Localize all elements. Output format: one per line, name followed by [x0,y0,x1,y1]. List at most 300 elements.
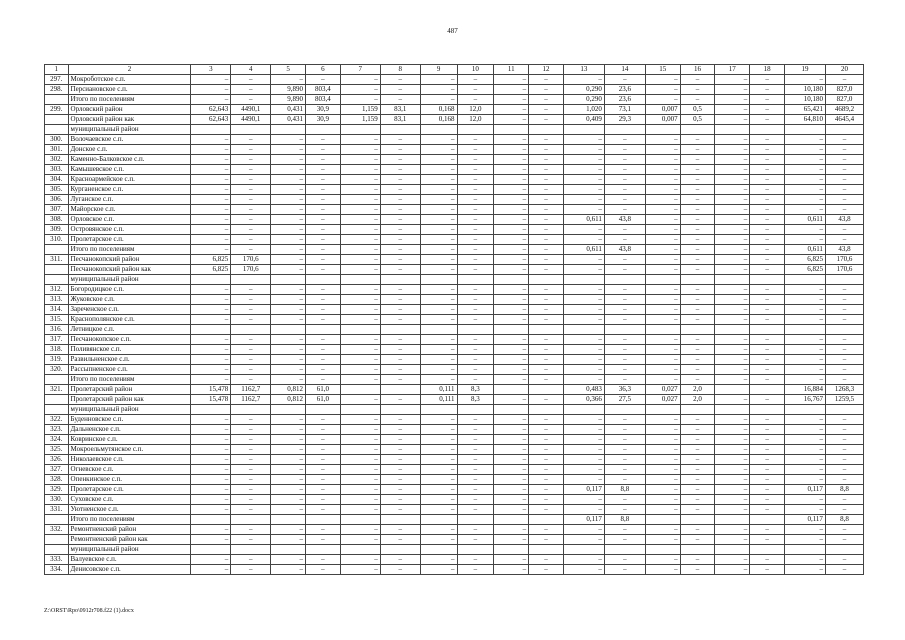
value-cell: – [750,455,785,465]
value-cell: – [604,505,645,515]
value-cell: – [340,95,380,105]
value-cell [191,275,231,285]
value-cell: – [715,285,750,295]
value-cell: – [306,155,341,165]
value-cell: – [715,145,750,155]
value-cell: – [340,475,380,485]
value-cell: – [529,375,564,385]
value-cell: – [529,335,564,345]
value-cell: – [340,315,380,325]
value-cell [785,325,826,335]
value-cell: – [750,145,785,155]
value-cell: – [231,225,271,235]
value-cell: – [380,245,420,255]
value-cell: – [231,95,271,105]
value-cell: – [825,495,863,505]
value-cell: – [825,475,863,485]
row-number: 303. [45,165,69,175]
value-cell: 0,483 [563,385,604,395]
column-number: 3 [191,65,231,75]
value-cell [340,515,380,525]
value-cell: – [529,535,564,545]
value-cell: – [604,415,645,425]
column-number: 12 [529,65,564,75]
value-cell: – [825,415,863,425]
value-cell [420,125,457,135]
value-cell: – [529,285,564,295]
value-cell: – [420,95,457,105]
value-cell: – [306,565,341,575]
value-cell: – [604,165,645,175]
value-cell: – [271,465,306,475]
value-cell: – [191,445,231,455]
table-row [45,425,864,435]
value-cell: – [420,165,457,175]
value-cell: – [191,465,231,475]
value-cell: – [420,475,457,485]
value-cell: 8,3 [457,395,494,405]
value-cell: – [457,555,494,565]
value-cell: – [271,255,306,265]
value-cell: – [604,255,645,265]
value-cell [457,275,494,285]
value-cell: – [604,295,645,305]
value-cell: – [680,485,715,495]
value-cell: – [785,295,826,305]
value-cell: 1,020 [563,105,604,115]
value-cell [680,545,715,555]
table-row [45,115,864,125]
value-cell: – [420,185,457,195]
value-cell: – [231,365,271,375]
value-cell [457,405,494,415]
value-cell [680,405,715,415]
value-cell: – [494,535,529,545]
page-number: 487 [447,27,458,35]
value-cell [785,545,826,555]
value-cell: – [380,535,420,545]
value-cell: – [563,175,604,185]
value-cell [645,545,680,555]
value-cell: – [231,415,271,425]
value-cell: – [271,155,306,165]
value-cell: – [680,335,715,345]
value-cell [231,325,271,335]
value-cell: – [494,165,529,175]
value-cell: – [340,455,380,465]
value-cell: – [457,505,494,515]
value-cell: – [380,75,420,85]
value-cell [306,275,341,285]
value-cell: – [380,505,420,515]
value-cell: 803,4 [306,85,341,95]
value-cell [529,515,564,525]
table-row [45,215,864,225]
value-cell [457,545,494,555]
row-number: 313. [45,295,69,305]
value-cell: 36,3 [604,385,645,395]
table-row [45,345,864,355]
row-number: 316. [45,325,69,335]
row-number: 298. [45,85,69,95]
value-cell: – [825,165,863,175]
value-cell [340,405,380,415]
value-cell: 30,9 [306,115,341,125]
value-cell: 0,611 [785,215,826,225]
value-cell: – [750,465,785,475]
value-cell: – [306,235,341,245]
value-cell: – [529,115,564,125]
value-cell: – [306,535,341,545]
table-row [45,525,864,535]
settlement-name: Николаевское с.п. [68,455,191,465]
value-cell: – [645,135,680,145]
value-cell: – [271,565,306,575]
value-cell: – [604,315,645,325]
table-row [45,75,864,85]
value-cell: – [604,355,645,365]
value-cell: – [750,435,785,445]
value-cell: – [785,355,826,365]
value-cell: – [380,525,420,535]
value-cell: – [420,225,457,235]
value-cell [750,385,785,395]
value-cell: – [785,315,826,325]
value-cell: 2,0 [680,395,715,405]
value-cell [420,545,457,555]
value-cell: – [825,75,863,85]
value-cell: – [604,475,645,485]
value-cell: – [420,495,457,505]
value-cell: – [494,345,529,355]
settlement-name: Краснополянское с.п. [68,315,191,325]
settlement-name: Луганское с.п. [68,195,191,205]
value-cell: – [340,445,380,455]
value-cell: – [785,425,826,435]
value-cell: – [420,85,457,95]
value-cell [340,275,380,285]
value-cell: – [340,415,380,425]
value-cell: – [750,535,785,545]
value-cell [380,405,420,415]
value-cell [494,515,529,525]
table-row [45,495,864,505]
value-cell: – [645,415,680,425]
value-cell: – [271,445,306,455]
value-cell: – [529,565,564,575]
value-cell: – [645,345,680,355]
settlement-name: Камышевское с.п. [68,165,191,175]
value-cell: 29,3 [604,115,645,125]
value-cell: – [380,225,420,235]
value-cell: 0,117 [785,515,826,525]
value-cell: – [306,305,341,315]
value-cell: – [457,345,494,355]
value-cell: – [420,445,457,455]
table-row [45,465,864,475]
value-cell [191,405,231,415]
column-number: 8 [380,65,420,75]
value-cell: – [750,425,785,435]
value-cell: – [271,165,306,175]
value-cell: 8,8 [604,515,645,525]
value-cell: – [680,95,715,105]
value-cell: 0,117 [785,485,826,495]
column-number: 19 [785,65,826,75]
value-cell [645,515,680,525]
value-cell: 8,8 [604,485,645,495]
value-cell: – [306,175,341,185]
value-cell: 43,8 [825,245,863,255]
value-cell: – [825,235,863,245]
value-cell: – [785,185,826,195]
value-cell: – [529,365,564,375]
value-cell: – [529,105,564,115]
value-cell: – [750,165,785,175]
value-cell: – [231,525,271,535]
value-cell: – [494,395,529,405]
value-cell: – [306,505,341,515]
value-cell [380,385,420,395]
settlement-name: Жуковское с.п. [68,295,191,305]
row-number: 327. [45,465,69,475]
value-cell: – [750,395,785,405]
value-cell: – [191,95,231,105]
value-cell: – [340,85,380,95]
value-cell: – [680,175,715,185]
column-number: 5 [271,65,306,75]
value-cell: – [529,185,564,195]
value-cell: – [271,425,306,435]
value-cell: – [750,255,785,265]
value-cell: – [645,425,680,435]
value-cell: – [457,215,494,225]
table-row [45,485,864,495]
value-cell: – [494,135,529,145]
value-cell: 65,421 [785,105,826,115]
value-cell: – [420,305,457,315]
value-cell: – [457,195,494,205]
value-cell: – [785,165,826,175]
row-number [45,395,69,405]
value-cell: – [604,235,645,245]
value-cell: – [645,185,680,195]
value-cell: – [785,495,826,505]
value-cell [529,125,564,135]
value-cell: – [271,365,306,375]
value-cell: – [380,425,420,435]
value-cell: – [191,475,231,485]
value-cell: – [420,335,457,345]
table-row [45,95,864,105]
value-cell: – [715,435,750,445]
value-cell: 6,825 [785,255,826,265]
value-cell: – [494,365,529,375]
row-number: 321. [45,385,69,395]
value-cell: – [191,215,231,225]
value-cell: – [457,75,494,85]
column-number: 17 [715,65,750,75]
value-cell: 1162,7 [231,385,271,395]
value-cell: – [563,435,604,445]
value-cell: 43,8 [604,245,645,255]
value-cell: – [191,235,231,245]
value-cell: 0,5 [680,105,715,115]
value-cell: – [191,245,231,255]
table-row [45,395,864,405]
value-cell: – [420,415,457,425]
value-cell: – [645,555,680,565]
settlement-name: Майорское с.п. [68,205,191,215]
value-cell: – [825,315,863,325]
value-cell [306,325,341,335]
value-cell: – [563,165,604,175]
value-cell: – [563,465,604,475]
value-cell: – [715,215,750,225]
value-cell: – [785,145,826,155]
table-row [45,225,864,235]
value-cell: 16,884 [785,385,826,395]
value-cell: – [457,225,494,235]
value-cell: – [529,415,564,425]
value-cell: – [380,305,420,315]
value-cell: – [785,305,826,315]
settlement-name: Мокроельмутянское с.п. [68,445,191,455]
value-cell: – [340,285,380,295]
value-cell: – [306,135,341,145]
value-cell: – [306,485,341,495]
value-cell: 83,1 [380,105,420,115]
value-cell: – [750,185,785,195]
value-cell: – [231,485,271,495]
value-cell: – [457,95,494,105]
value-cell: – [380,555,420,565]
value-cell: – [271,455,306,465]
value-cell: 0,007 [645,105,680,115]
value-cell: – [529,225,564,235]
settlement-name: Уютненское с.п. [68,505,191,515]
value-cell: – [750,555,785,565]
value-cell [380,125,420,135]
value-cell: – [529,245,564,255]
value-cell: – [563,535,604,545]
value-cell: – [231,135,271,145]
value-cell: – [563,475,604,485]
value-cell: 8,8 [825,485,863,495]
value-cell: – [271,305,306,315]
value-cell: – [750,475,785,485]
value-cell: – [563,285,604,295]
value-cell: 170,6 [825,265,863,275]
value-cell: – [785,195,826,205]
value-cell: – [680,155,715,165]
settlement-name: Зареченское с.п. [68,305,191,315]
value-cell: – [457,365,494,375]
value-cell: – [645,265,680,275]
value-cell: – [680,365,715,375]
value-cell: – [680,345,715,355]
value-cell: 0,611 [563,215,604,225]
value-cell: – [340,505,380,515]
value-cell: – [750,495,785,505]
value-cell: 4490,1 [231,115,271,125]
value-cell: – [231,465,271,475]
value-cell: – [420,285,457,295]
value-cell: – [825,355,863,365]
value-cell: – [494,335,529,345]
value-cell [231,515,271,525]
value-cell: 4645,4 [825,115,863,125]
value-cell: – [645,205,680,215]
value-cell: – [380,445,420,455]
value-cell: – [271,495,306,505]
value-cell: – [680,195,715,205]
value-cell [604,325,645,335]
value-cell: – [306,375,341,385]
value-cell: – [420,535,457,545]
value-cell: – [380,205,420,215]
value-cell: – [563,565,604,575]
value-cell: – [231,435,271,445]
value-cell: – [380,135,420,145]
value-cell: – [340,525,380,535]
value-cell: – [271,335,306,345]
value-cell: – [529,465,564,475]
value-cell [825,125,863,135]
settlement-name: Ремонтненский район как [68,535,191,545]
settlement-name: Островянское с.п. [68,225,191,235]
value-cell: – [715,185,750,195]
value-cell: – [340,425,380,435]
value-cell: – [306,475,341,485]
value-cell: – [306,525,341,535]
value-cell: – [306,245,341,255]
value-cell: – [680,265,715,275]
value-cell: – [231,475,271,485]
value-cell: – [645,465,680,475]
value-cell: – [271,485,306,495]
value-cell: – [191,555,231,565]
value-cell: – [529,485,564,495]
table-row [45,315,864,325]
value-cell: – [680,145,715,155]
value-cell: – [785,465,826,475]
column-number-row [45,65,864,75]
value-cell [494,325,529,335]
value-cell [680,275,715,285]
value-cell: – [529,195,564,205]
value-cell: – [715,565,750,575]
value-cell: – [306,435,341,445]
settlement-name: Песчанокопский район как [68,265,191,275]
value-cell: – [340,435,380,445]
value-cell: – [680,355,715,365]
value-cell: – [715,485,750,495]
value-cell: 12,0 [457,105,494,115]
value-cell [191,125,231,135]
row-number: 326. [45,455,69,465]
value-cell: – [457,475,494,485]
value-cell [750,405,785,415]
value-cell: – [380,355,420,365]
value-cell: 170,6 [825,255,863,265]
table-row [45,255,864,265]
value-cell: – [231,535,271,545]
value-cell: – [604,525,645,535]
value-cell [563,325,604,335]
value-cell: – [191,565,231,575]
value-cell: 23,6 [604,85,645,95]
